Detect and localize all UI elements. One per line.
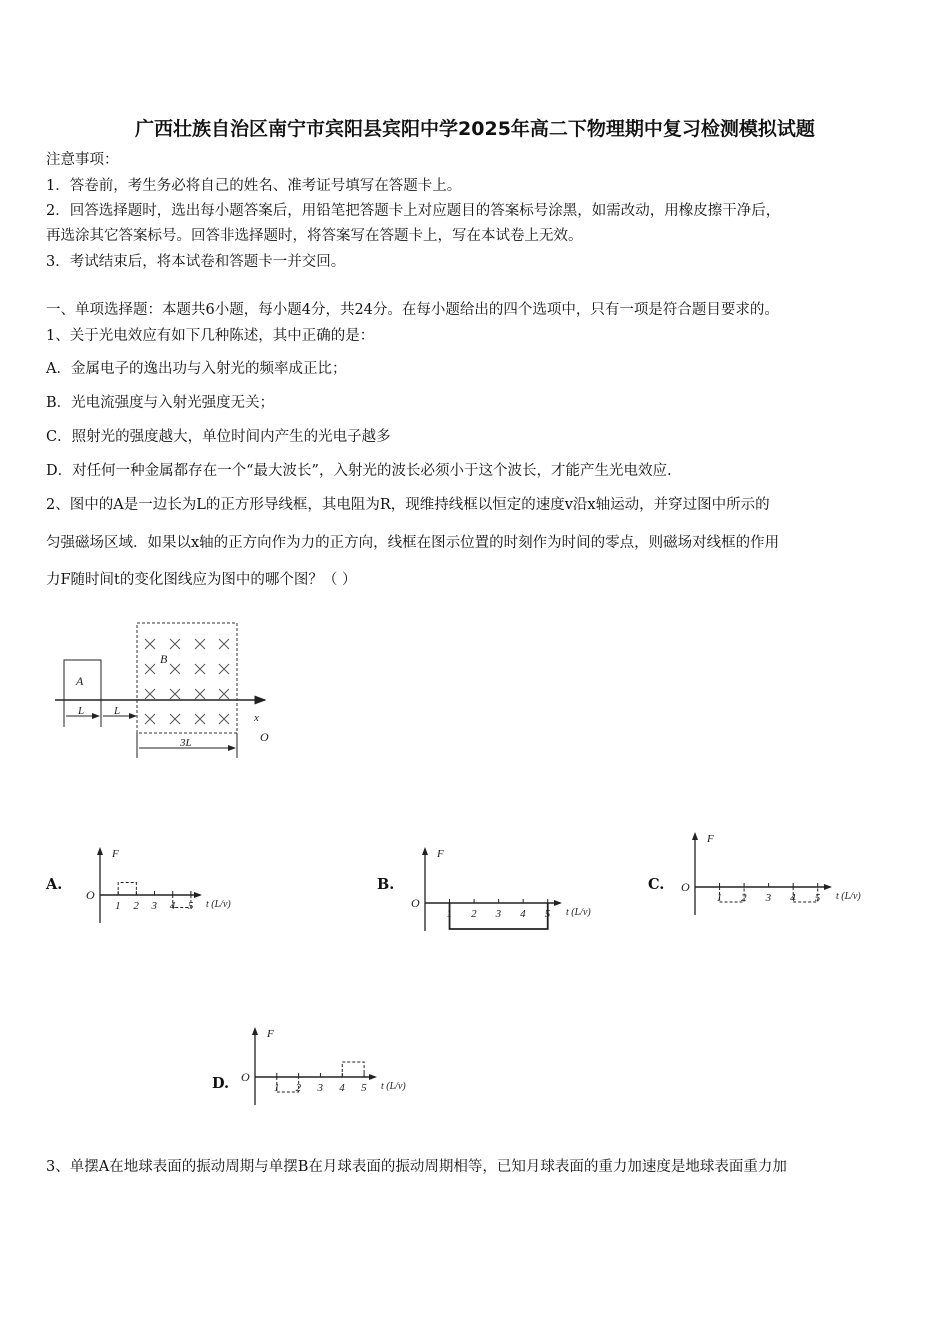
t-label: t (L/v) [566, 907, 591, 918]
length-label: 3L [180, 737, 192, 749]
option-d-label: D. [212, 1075, 230, 1092]
tick-label: 4 [169, 900, 176, 912]
tick-label: 1 [273, 1082, 280, 1094]
graph-option-b[interactable] [400, 845, 610, 940]
tick-label: 2 [133, 900, 139, 912]
tick-label: 5 [544, 908, 551, 920]
field-cross-icon [170, 714, 180, 724]
graph-option-c[interactable] [675, 830, 885, 910]
page-title: 广西壮族自治区南宁市宾阳县宾阳中学2025年高二下物理期中复习检测模拟试题 [135, 118, 815, 140]
tick-label: 5 [814, 892, 821, 904]
t-axis-arrow-icon [369, 1074, 377, 1080]
section-heading: 一、单项选择题：本题共6小题，每小题4分，共24分。在每小题给出的四个选项中，只有一项是符合题目要求的。 [46, 302, 779, 318]
graph-option-a[interactable] [80, 845, 270, 925]
field-cross-icon [170, 664, 180, 674]
field-cross-icon [195, 714, 205, 724]
notice-line: 2．回答选择题时，选出每小题答案后，用铅笔把答题卡上对应题目的答案标号涂黑，如需改动，用橡皮擦干净后， [46, 203, 781, 219]
tick-label: 3 [765, 892, 772, 904]
option-b-label: B. [377, 876, 395, 893]
f-axis-arrow-icon [692, 832, 698, 840]
field-cross-icon [219, 689, 229, 699]
field-cross-icon [195, 664, 205, 674]
tick-label: 5 [187, 900, 194, 912]
tick-label: 4 [520, 908, 526, 920]
magnetic-field-figure [40, 600, 300, 770]
field-cross-icon [170, 639, 180, 649]
tick-label: 3 [151, 900, 158, 912]
question-1-stem: 1、关于光电效应有如下几种陈述，其中正确的是： [46, 328, 375, 344]
f-axis-arrow-icon [422, 847, 428, 855]
field-label: B [160, 652, 168, 666]
field-cross-icon [195, 689, 205, 699]
t-axis-arrow-icon [554, 900, 562, 906]
field-cross-icon [145, 714, 155, 724]
tick-label: 2 [295, 1082, 302, 1094]
tick-label: 4 [790, 892, 796, 904]
tick-label: 1 [716, 892, 723, 904]
tick-label: 3 [317, 1082, 323, 1094]
axis-label: x [254, 712, 259, 724]
question-2-stem: 力F随时间t的变化图线应为图中的哪个图？（ ） [46, 572, 357, 588]
f-label: F [112, 848, 119, 860]
frame-label: A [76, 674, 84, 688]
field-cross-icon [170, 689, 180, 699]
question-1-option-a: A．金属电子的逸出功与入射光的频率成正比； [46, 361, 347, 377]
notice-line: 1．答卷前，考生务必将自己的姓名、准考证号填写在答题卡上。 [46, 178, 462, 194]
field-cross-icon [219, 714, 229, 724]
force-segment [342, 1062, 364, 1077]
notice-line: 3．考试结束后，将本试卷和答题卡一并交回。 [46, 254, 346, 270]
field-cross-icon [219, 639, 229, 649]
f-label: F [267, 1028, 274, 1040]
question-1-option-c: C．照射光的强度越大，单位时间内产生的光电子越多 [46, 429, 391, 445]
question-1-option-d: D．对任何一种金属都存在一个“最大波长”，入射光的波长必须小于这个波长，才能产生光电效应. [46, 463, 672, 479]
tick-label: 2 [471, 908, 477, 920]
t-label: t (L/v) [836, 891, 861, 902]
f-axis-arrow-icon [252, 1027, 258, 1035]
field-cross-icon [195, 639, 205, 649]
field-cross-icon [145, 639, 155, 649]
tick-label: 1 [446, 908, 453, 920]
tick-label: 5 [361, 1082, 367, 1094]
tick-label: 2 [741, 892, 747, 904]
option-c-label: C. [648, 876, 665, 893]
option-a-label: A. [46, 876, 63, 893]
origin-label: O [411, 896, 420, 910]
field-cross-icon [145, 664, 155, 674]
t-label: t (L/v) [381, 1081, 406, 1092]
notice-heading: 注意事项： [46, 152, 119, 168]
f-label: F [707, 833, 714, 845]
length-label: L [78, 705, 85, 717]
t-axis-arrow-icon [824, 884, 832, 890]
f-label: F [437, 848, 444, 860]
origin-label: O [86, 888, 95, 902]
tick-label: 1 [115, 900, 121, 912]
field-cross-icon [219, 664, 229, 674]
origin-label: O [241, 1070, 250, 1084]
force-segment [118, 883, 136, 896]
origin-label: O [681, 880, 690, 894]
t-axis-arrow-icon [194, 892, 202, 898]
f-axis-arrow-icon [97, 847, 103, 855]
length-label: L [114, 705, 121, 717]
t-label: t (L/v) [206, 899, 231, 910]
question-1-option-b: B．光电流强度与入射光强度无关； [46, 395, 275, 411]
question-2-stem: 2、图中的A是一边长为L的正方形导线框，其电阻为R，现维持线框以恒定的速度v沿x轴运动，并穿过图中所示的 [46, 497, 770, 513]
origin-label: O [260, 730, 269, 744]
field-cross-icon [145, 689, 155, 699]
tick-label: 4 [339, 1082, 345, 1094]
question-3-stem: 3、单摆A在地球表面的振动周期与单摆B在月球表面的振动周期相等，已知月球表面的重力加速度是地球表面重力加 [46, 1159, 787, 1175]
tick-label: 3 [495, 908, 502, 920]
notice-line: 再选涂其它答案标号。回答非选择题时，将答案写在答题卡上，写在本试卷上无效。 [46, 228, 583, 244]
question-2-stem: 匀强磁场区域．如果以x轴的正方向作为力的正方向，线框在图示位置的时刻作为时间的零点，则磁场对线框的作用 [46, 535, 780, 551]
graph-option-d[interactable] [235, 1025, 445, 1115]
